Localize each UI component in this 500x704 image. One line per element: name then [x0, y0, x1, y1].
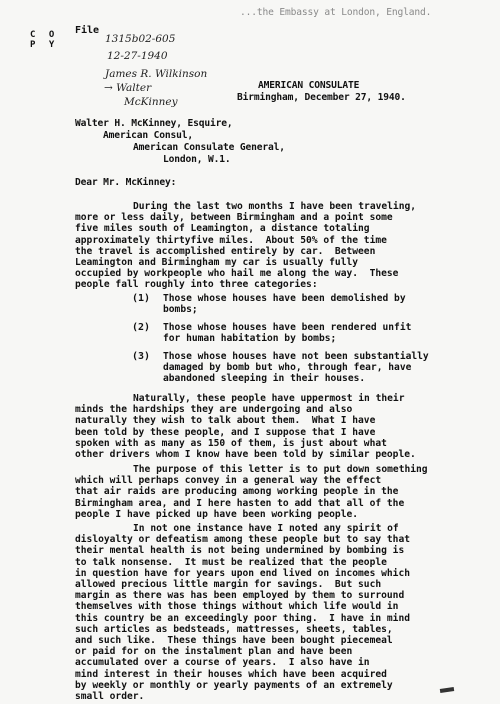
paragraph-line: by weekly or monthly or yearly payments of an extremely [75, 679, 393, 691]
paragraph-line: been told by these people, and I suppose that I have [75, 426, 376, 438]
paragraph-line: spoken with as many as 150 of them, is just about what [75, 437, 387, 449]
paragraph-line: naturally they wish to talk about them. What I have [75, 415, 376, 427]
paragraph-line: small order. [75, 691, 145, 703]
category-item [163, 322, 493, 344]
paragraph-line: minds the hardships they are undergoing and also [75, 404, 353, 416]
paragraph-line: themselves with those things without which life would in [75, 601, 399, 613]
paragraph-line: other drivers whom I know have been told by similar people. [75, 449, 416, 461]
addressee-line: Walter H. McKinney, Esquire, [75, 118, 233, 129]
paragraph-line: this country be an exceedingly poor thing. I have in mind [75, 612, 411, 624]
paragraph-line: Leamington and Birmingham my car is usually fully [75, 257, 359, 269]
paragraph-line: to talk nonsense. It must be realized that the people [75, 556, 387, 568]
handwritten-arrow-walter: → Walter [104, 82, 152, 94]
paragraph-line: and such like. These things have been bought piecemeal [75, 635, 393, 647]
paragraph-line: occupied by workpeople who hail me along the way. These [75, 268, 399, 280]
paragraph-line: such articles as bedsteads, mattresses, sheets, tables, [75, 623, 393, 635]
paragraph-line: five miles south of Leamington, a distance totaling [75, 223, 370, 235]
file-label: File [75, 25, 100, 36]
addressee-line: London, W.1. [163, 154, 231, 165]
paragraph-line: accumulated over a course of years. I also have in [75, 657, 370, 669]
paragraph-line: more or less daily, between Birmingham and a point some [75, 212, 393, 224]
paragraph-line: that air raids are producing among working people in the [75, 486, 399, 498]
handwritten-date: 12-27-1940 [107, 50, 168, 62]
paragraph-line: margin as there was has been employed by them to surround [75, 590, 405, 602]
paragraph-line: disloyalty or defeatism among these people but to say that [75, 534, 411, 546]
category-line: for human habitation by bombs; [163, 333, 337, 345]
paragraph-line: their mental health is not being undermined by bombing is [75, 545, 405, 557]
addressee-line: American Consul, [103, 130, 194, 141]
paragraph-line: Naturally, these people have uppermost in their [133, 393, 405, 404]
category-line: Those whose houses have been demolished by [163, 293, 406, 304]
letterhead-office: AMERICAN CONSULATE [258, 80, 360, 91]
paragraph-line: During the last two months I have been traveling, [133, 201, 417, 212]
paragraph-3 [75, 464, 495, 520]
category-number: (3) [132, 351, 151, 362]
category-line: abandoned sleeping in their houses. [163, 373, 366, 385]
letterhead-place-date: Birmingham, December 27, 1940. [237, 92, 406, 103]
paragraph-line: the travel is accomplished entirely by car. Between [75, 245, 376, 257]
paragraph-line: mind interest in their houses which have been acquired [75, 668, 387, 680]
paragraph-line: in question have for years upon end lived on incomes which [75, 567, 411, 579]
paragraph-1 [75, 201, 495, 291]
handwritten-name: James R. Wilkinson [105, 68, 208, 80]
category-line: Those whose houses have not been substantially [163, 351, 429, 362]
copy-mark-text: C O P Y [30, 30, 59, 50]
handwritten-file-number: 1315b02-605 [105, 33, 176, 45]
salutation: Dear Mr. McKinney: [75, 177, 177, 188]
handwritten-mckinney: McKinney [124, 96, 178, 108]
paragraph-line: allowed precious little margin for savings. But such [75, 579, 382, 591]
paragraph-line: people fall roughly into three categories: [75, 279, 318, 291]
category-item [163, 351, 493, 385]
paragraph-line: or paid for on the instalment plan and have been [75, 646, 353, 658]
copy-marks [30, 30, 75, 70]
paragraph-line: The purpose of this letter is to put down something [133, 464, 428, 475]
category-line: damaged by bomb but who, through fear, have [163, 362, 412, 374]
paragraph-line: which will perhaps convey in a general way the effect [75, 475, 382, 487]
category-line: Those whose houses have been rendered unfit [163, 322, 412, 333]
category-number: (1) [132, 293, 151, 304]
paragraph-line: Birmingham area, and I here hasten to add that all of the [75, 497, 405, 509]
paragraph-line: approximately thirtyfive miles. About 50% of the time [75, 234, 387, 246]
paragraph-2 [75, 393, 495, 460]
addressee-line: American Consulate General, [133, 142, 285, 153]
category-item [163, 293, 493, 315]
paragraph-4 [75, 523, 495, 702]
category-number: (2) [132, 322, 151, 333]
paragraph-line: people I have picked up have been working people. [75, 508, 359, 520]
paragraph-line: In not one instance have I noted any spirit of [133, 523, 399, 534]
category-line: bombs; [163, 304, 198, 316]
header-faint-text: ...the Embassy at London, England. [240, 7, 432, 18]
